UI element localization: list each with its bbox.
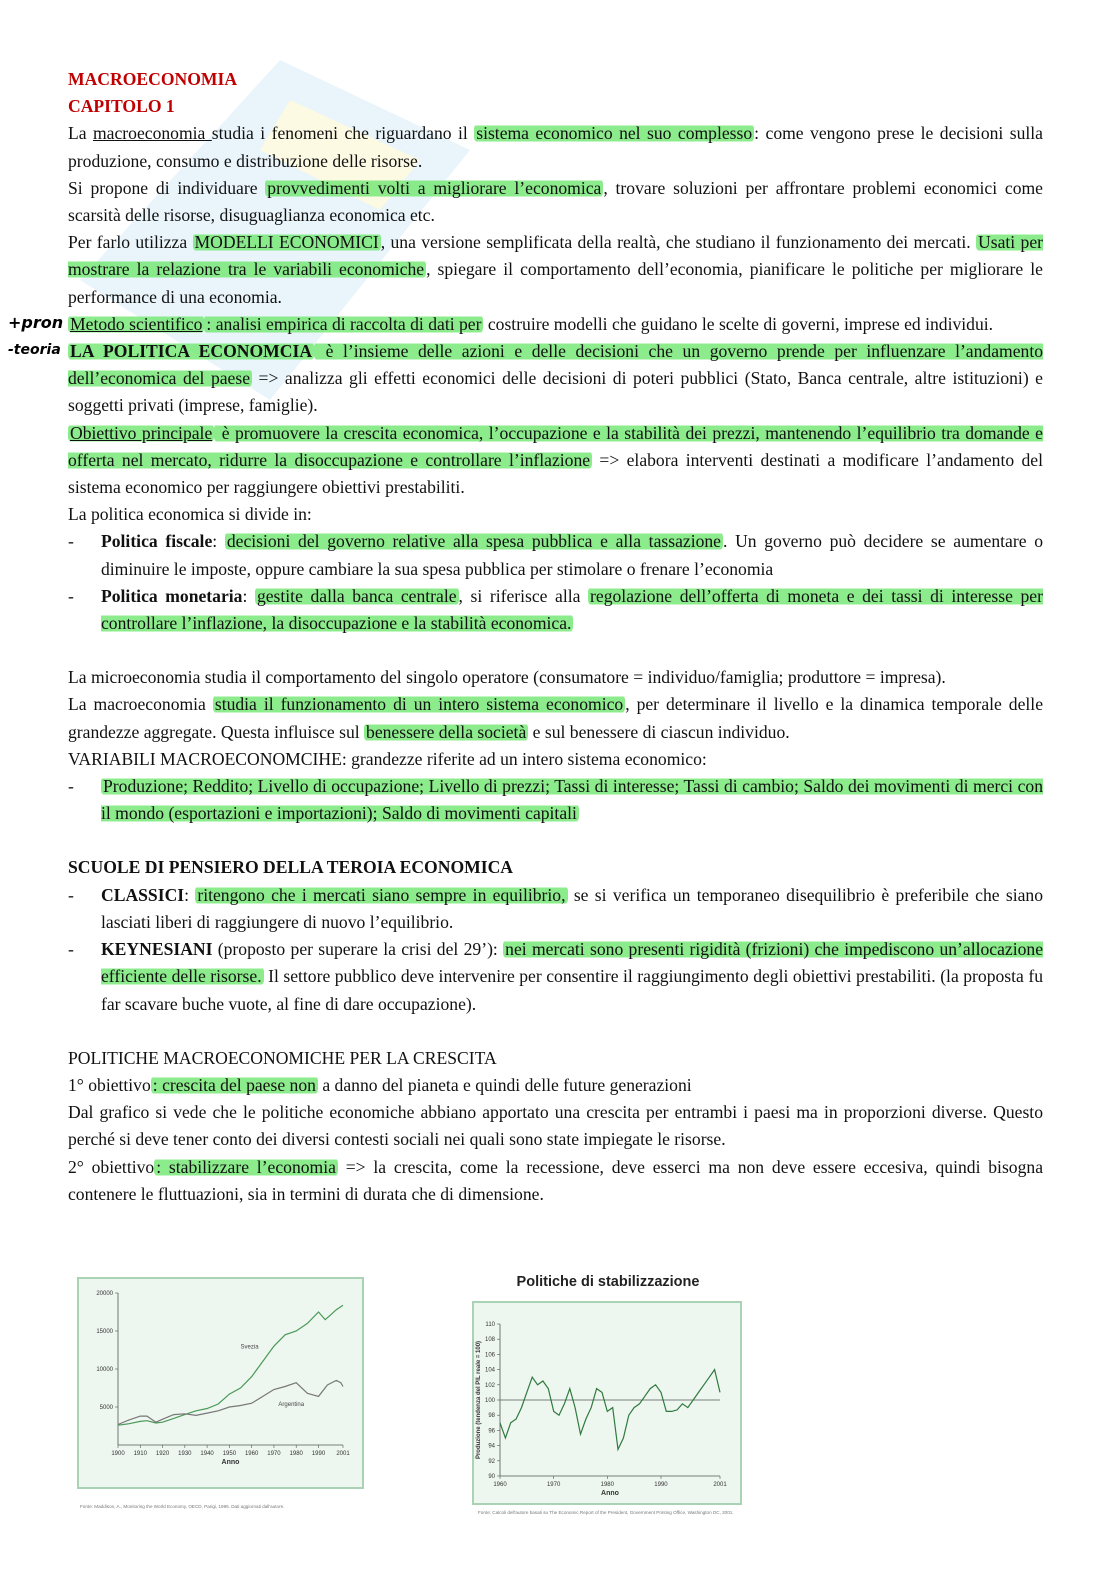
highlight: Usati per mostrare la relazione tra le variabili economiche — [68, 232, 1043, 280]
y-tick-label: 90 — [488, 1474, 495, 1480]
doc-title: MACROECONOMIA — [68, 69, 238, 89]
paragraph-politica-economica: LA POLITICA ECONOMCIA è l’insieme delle azioni e delle decisioni che un governo prende per influenzare l’andamento dell’economica del paese => analizza gli effetti economici delle decisioni di poteri pubblici (Stato, Banca centrale, altre istituzioni) e soggetti privati (imprese, famiglie). — [68, 341, 1043, 416]
highlight: ritengono che i mercati siano sempre in equilibrio, — [197, 884, 566, 905]
paragraph-obiettivo-1: 1° obiettivo : crescita del paese non a danno del pianeta e quindi delle future generazioni — [68, 1074, 692, 1095]
x-tick-label: 1970 — [267, 1451, 281, 1457]
chart1-source: Fonte: Maddison, A., Monitoring the World Economy, OECD, Parigi, 1995. Dati aggiornati dall'autore. — [80, 1504, 285, 1509]
handnote-line1: +pron — [8, 313, 64, 332]
x-tick-label: 1970 — [546, 1482, 561, 1488]
x-tick-label: 1930 — [178, 1451, 192, 1457]
chart-gdp-svezia-argentina — [78, 1278, 363, 1509]
x-tick-label: 1980 — [600, 1482, 614, 1488]
x-tick-label: 1960 — [493, 1482, 507, 1488]
y-tick-label: 10000 — [96, 1367, 113, 1373]
highlight: : crescita del paese non — [152, 1074, 316, 1095]
x-axis-label: Anno — [601, 1490, 619, 1497]
y-tick-label: 20000 — [96, 1291, 113, 1297]
x-tick-label: 2001 — [336, 1451, 350, 1457]
chart2-source: Fonte: Calcoli dell'autore basati su The Economic Report of the President, Government Printing Office, Washington DC, 2001. — [478, 1510, 734, 1515]
highlight: è l’insieme delle azioni e delle decisioni che un governo prende per influenzare l’andamento dell’economica del paese — [68, 341, 1043, 389]
highlight: nei mercati sono presenti rigidità (frizioni) che impediscono un’allocazione efficiente delle risorse. — [101, 939, 1043, 987]
document-body — [68, 66, 1043, 1208]
list-item: - KEYNESIANI (proposto per superare la crisi del 29’): nei mercati sono presenti rigidità (frizioni) che impediscono un’allocazione efficiente delle risorse. Il settore pubblico deve intervenire per consentire il raggiungimento degli obiettivi prestabiliti. (la proposta fu far scavare buche vuote, al fine di dare occupazione). — [68, 936, 1043, 1018]
list-item — [68, 773, 1043, 827]
highlight: studia il funzionamento di un intero sistema economico — [214, 694, 624, 715]
highlight: regolazione dell’offerta di moneta e dei tassi di interesse per controllare l’inflazione, la disoccupazione e la stabilità economica. — [101, 585, 1043, 634]
highlight: MODELLI ECONOMICI — [194, 232, 379, 253]
x-tick-label: 1950 — [222, 1451, 237, 1457]
handnote-line2: -teoria — [8, 342, 61, 358]
handwritten-note — [6, 308, 68, 366]
x-tick-label: 2001 — [713, 1482, 727, 1488]
highlight: Metodo scientifico — [70, 313, 203, 334]
chart2-frame — [473, 1302, 741, 1504]
paragraph-microeconomia: La microeconomia studia il comportamento del singolo operatore (consumatore = individuo/famiglia; produttore = impresa). — [68, 667, 946, 688]
x-tick-label: 1900 — [111, 1451, 125, 1457]
x-tick-label: 1980 — [289, 1451, 303, 1457]
highlight: LA POLITICA ECONOMCIA — [70, 341, 313, 362]
list-item: - Politica fiscale: decisioni del governo relative alla spesa pubblica e alla tassazione . Un governo può decidere se aumentare o diminuire le imposte, oppure cambiare la sua spesa pubblica per stimolare o frenare l’economia — [68, 528, 1043, 582]
highlight: decisioni del governo relative alla spesa pubblica e alla tassazione — [226, 531, 721, 552]
paragraph-macro-sistema: La macroeconomia studia il funzionamento di un intero sistema economico , per determinare il livello e la dinamica temporale delle grandezze aggregate. Questa influisce sul benessere della società e sul benessere di ciascun individuo. — [68, 694, 1043, 742]
variabili-list — [68, 773, 1043, 827]
list-item: - CLASSICI: ritengono che i mercati siano sempre in equilibrio, se si verifica un temporaneo disequilibrio è preferibile che siano lasciati liberi di raggiungere di nuovo l’equilibrio. — [68, 882, 1043, 936]
series-label-svezia: Svezia — [240, 1344, 259, 1351]
x-tick-label: 1960 — [244, 1451, 259, 1457]
x-tick-label: 1990 — [311, 1451, 326, 1457]
highlight: Obiettivo principale — [70, 422, 213, 443]
chart2-title: Politiche di stabilizzazione — [516, 1274, 700, 1290]
y-tick-label: 92 — [488, 1458, 495, 1465]
y-tick-label: 98 — [488, 1413, 495, 1420]
y-axis-label: Produzione (tendenza del PIL reale = 100) — [476, 1340, 482, 1460]
y-tick-label: 110 — [485, 1322, 495, 1328]
highlight: Produzione; Reddito; Livello di occupazione; Livello di prezzi; Tassi di interesse; Tassi di cambio; Saldo dei movimenti di merci con il mondo (esportazioni e importazioni); Saldo di movimenti capitali — [101, 776, 1043, 824]
figures — [68, 1268, 1048, 1518]
y-tick-label: 108 — [484, 1337, 495, 1344]
y-tick-label: 106 — [484, 1352, 495, 1359]
y-tick-label: 102 — [484, 1382, 495, 1389]
highlight: sistema economico nel suo complesso — [476, 123, 753, 144]
series-label-argentina: Argentina — [278, 1402, 305, 1409]
y-tick-label: 94 — [488, 1443, 495, 1450]
chapter-title: CAPITOLO 1 — [68, 96, 175, 117]
y-tick-label: 15000 — [96, 1329, 113, 1335]
highlight: : stabilizzare l’economia — [156, 1156, 336, 1177]
scuole-list — [68, 882, 1043, 1018]
chart-stabilizzazione — [473, 1274, 741, 1515]
paragraph-obiettivi: Si propone di individuare provvedimenti volti a migliorare l’economica , trovare soluzioni per affrontare problemi economici come scarsità delle risorse, disuguaglianza economica etc. — [68, 177, 1043, 226]
x-tick-label: 1940 — [200, 1451, 214, 1457]
x-tick-label: 1910 — [133, 1451, 147, 1457]
section-heading-scuole: SCUOLE DI PENSIERO DELLA TEROIA ECONOMICA — [68, 857, 513, 878]
x-axis-label: Anno — [221, 1459, 240, 1466]
paragraph-grafico: Dal grafico si vede che le politiche economiche abbiano apportato una crescita per entrambi i paesi ma in proporzioni diverse. Questo perché si deve tener conto dei diversi contesti sociali nei quali sono state impiegate le risorse. — [68, 1102, 1043, 1150]
paragraph-metodo: Metodo scientifico : analisi empirica di raccolta di dati per costruire modelli che guidano le scelte di governi, imprese ed individui. — [70, 313, 994, 334]
section-heading-politiche: POLITICHE MACROECONOMICHE PER LA CRESCITA — [68, 1047, 497, 1068]
y-tick-label: 5000 — [99, 1405, 113, 1411]
list-item: - Politica monetaria: gestite dalla banca centrale , si riferisce alla regolazione dell’offerta di moneta e dei tassi di interesse per controllare l’inflazione, la disoccupazione e la stabilità economica. — [68, 583, 1043, 637]
highlight: provvedimenti volti a migliorare l’economica — [267, 177, 602, 198]
y-tick-label: 96 — [488, 1428, 495, 1435]
y-tick-label: 104 — [484, 1367, 495, 1374]
paragraph-obiettivo-2: 2° obiettivo : stabilizzare l’economia => la crescita, come la recessione, deve esserci ma non deve essere eccesiva, quindi bisogna contenere le fluttuazioni, sia in termini di durata che di dimensione. — [68, 1156, 1043, 1204]
highlight: : analisi empirica di raccolta di dati per — [206, 313, 482, 334]
x-tick-label: 1990 — [654, 1482, 668, 1488]
paragraph-macroeconomia: La macroeconomia studia i fenomeni che riguardano il sistema economico nel suo complesso : come vengono prese le decisioni sulla produzione, consumo e distribuzione delle risorse. — [68, 123, 1043, 171]
paragraph-variabili: VARIABILI MACROECONOMCIHE: grandezze riferite ad un intero sistema economico: — [68, 748, 707, 769]
paragraph-modelli: Per farlo utilizza MODELLI ECONOMICI , una versione semplificata della realtà, che studiano il funzionamento dei mercati. Usati per mostrare la relazione tra le variabili economiche , spiegare il comportamento dell’economia, pianificare le politiche per migliorare le performance di una economia. — [68, 232, 1043, 307]
highlight: benessere della società — [366, 721, 527, 742]
y-tick-label: 100 — [484, 1398, 495, 1404]
highlight: è promuovere la crescita economica, l’occupazione e la stabilità dei prezzi, mantenendo l’equilibrio tra domande e offerta nel mercato, ridurre la disoccupazione e controllare l’inflazione — [68, 422, 1043, 470]
paragraph-divisione: La politica economica si divide in: — [68, 504, 312, 525]
x-tick-label: 1920 — [155, 1451, 170, 1457]
paragraph-obiettivo-principale: Obiettivo principale è promuovere la crescita economica, l’occupazione e la stabilità dei prezzi, mantenendo l’equilibrio tra domande e offerta nel mercato, ridurre la disoccupazione e controllare l’inflazione => elabora interventi destinati a modificare l’andamento del sistema economico per raggiungere obiettivi prestabiliti. — [68, 422, 1043, 498]
politiche-list — [68, 528, 1043, 637]
highlight: gestite dalla banca centrale — [256, 585, 457, 606]
